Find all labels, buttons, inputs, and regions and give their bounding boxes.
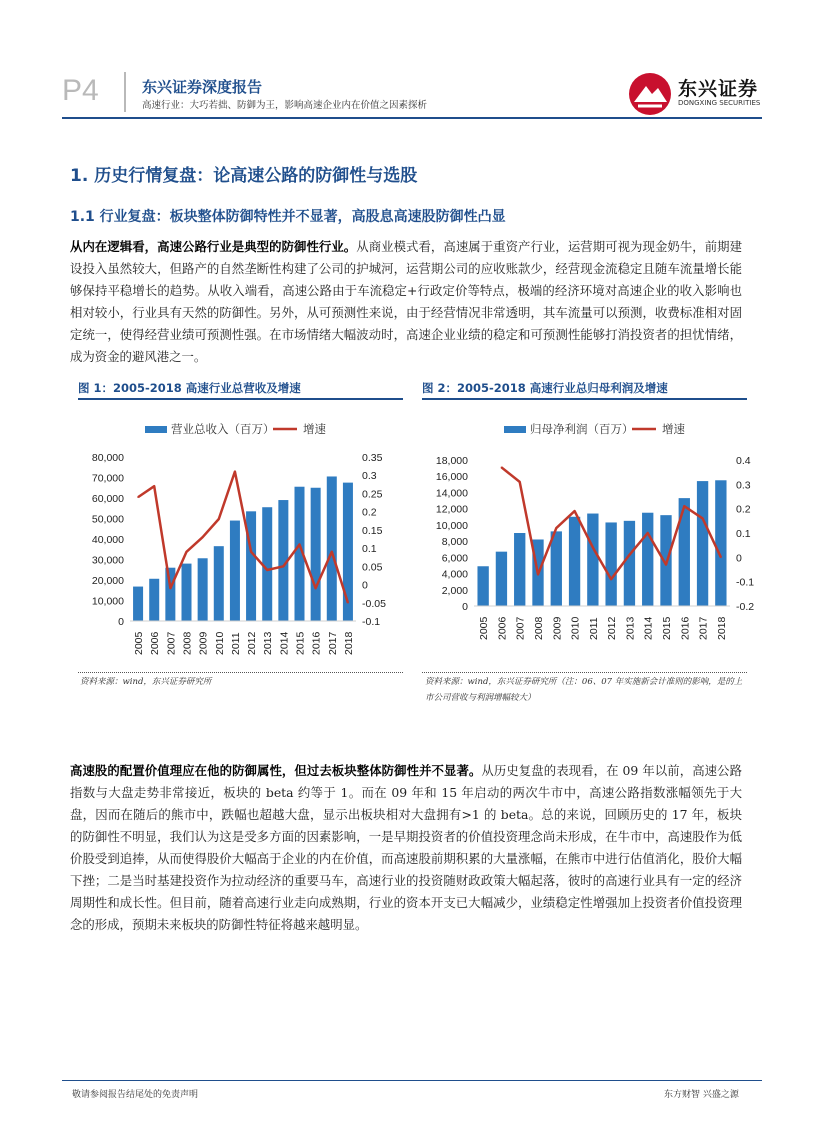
x-tick-label: 2015 <box>294 631 307 655</box>
bar <box>262 507 272 621</box>
bar <box>149 579 159 621</box>
report-title: 东兴证券深度报告 <box>142 78 263 96</box>
growth-point <box>629 554 631 556</box>
x-tick-label: 2013 <box>262 631 275 655</box>
x-tick-label: 2016 <box>310 631 323 655</box>
paragraph-1-lead: 从内在逻辑看，高速公路行业是典型的防御性行业。 <box>70 239 357 254</box>
growth-point <box>218 518 220 520</box>
x-tick-label: 2006 <box>496 616 509 640</box>
y-left-tick-label: 0 <box>118 616 124 628</box>
company-logo <box>628 72 761 116</box>
growth-point <box>283 566 285 568</box>
paragraph-2-body: 从历史复盘的表现看，在 09 年以前，高速公路指数与大盘走势非常接近，板块的 beta 约等于 1。而在 09 年和 15 年启动的两次牛市中，高速公路指数涨幅领先于大盘，因而在随后的熊市中，跌幅也超越大盘，显示出板块相对大盘拥有>1 的 beta。总的来说，回顾历史的 17 年，板块的防御性不明显，我们认为这是受多方面的因素影响，一是早期投资者的价值投资理念尚未形成，在牛市中，高速股作为低价股受到追捧，从而使得股价大幅高于企业的内在价值，而高速股前期积累的大量涨幅，在熊市中进行估值消化，股价大幅下挫；二是当时基建投资作为拉动经济的重要马车，高速行业的投资随财政政策大幅起落，彼时的高速行业具有一定的经济周期性和成长性。但目前，随着高速行业走向成熟期，行业的资本开支已大幅减少，业绩稳定性增强加上投资者价值投资理念的形成，预期未来板块的防御性特征将越来越明显。 <box>70 763 742 932</box>
y-right-tick-label: 0.3 <box>362 470 377 483</box>
growth-point <box>299 544 301 546</box>
y-left-tick-label: 16,000 <box>435 471 468 484</box>
bar <box>230 521 240 621</box>
growth-point <box>331 551 333 553</box>
y-left-tick-label: 70,000 <box>91 472 124 485</box>
x-tick-label: 2005 <box>478 616 491 640</box>
paragraph-1 <box>70 236 742 368</box>
growth-point <box>702 518 704 520</box>
x-tick-label: 2014 <box>278 631 291 655</box>
page-number: P4 <box>62 74 99 107</box>
paragraph-1-body: 从商业模式看，高速属于重资产行业，运营期可视为现金奶牛，前期建设投入虽然较大，但路产的自然垄断性构建了公司的护城河，运营期公司的应收账款少，经营现金流稳定且随车流量增长能够保持平稳增长的趋势。从收入端看，高速公路由于车流稳定+行政定价等特点，极端的经济环境对高速企业的收入影响也相对较小，行业具有天然的防御性。另外，从可预测性来说，由于经营情况非常透明，其车流量可以预测，收费标准相对固定统一，使得经营业绩可预测性强。在市场情绪大幅波动时，高速企业业绩的稳定和可预测性能够打消投资者的担忧情绪，成为资金的避风港之一。 <box>70 239 743 364</box>
legend-bar-label: 营业总收入（百万） <box>171 424 275 436</box>
y-left-tick-label: 80,000 <box>91 452 124 464</box>
x-tick-label: 2017 <box>326 631 339 655</box>
subsection-title: 1.1 行业复盘：板块整体防御特性并不显著，高股息高速股防御性凸显 <box>70 209 506 225</box>
bar <box>198 558 208 621</box>
x-tick-label: 2018 <box>342 631 355 655</box>
y-right-tick-label: -0.1 <box>736 576 755 589</box>
y-right-tick-label: 0 <box>736 552 742 565</box>
y-left-tick-label: 6,000 <box>441 552 468 565</box>
y-left-tick-label: 12,000 <box>435 503 468 516</box>
y-left-tick-label: 60,000 <box>91 493 124 505</box>
bar <box>679 498 690 606</box>
growth-point <box>266 569 268 571</box>
y-left-tick-label: 20,000 <box>91 575 124 587</box>
bar <box>514 533 525 606</box>
growth-point <box>720 557 722 559</box>
logo-name-cn: 东兴证券 <box>678 78 759 100</box>
y-left-tick-label: 4,000 <box>441 568 468 581</box>
growth-point <box>665 564 667 566</box>
growth-point <box>250 551 252 553</box>
bar <box>587 514 598 606</box>
bar <box>477 566 488 606</box>
bar <box>605 522 616 606</box>
x-tick-label: 2011 <box>229 632 242 655</box>
y-right-tick-label: 0.2 <box>362 506 377 519</box>
legend-line-label: 增速 <box>662 424 685 436</box>
growth-point <box>683 505 685 507</box>
growth-point <box>501 467 503 469</box>
x-tick-label: 2009 <box>551 616 564 640</box>
x-tick-label: 2007 <box>514 616 527 640</box>
growth-point <box>347 602 349 604</box>
y-right-tick-label: 0.4 <box>736 455 751 467</box>
y-right-tick-label: 0.3 <box>736 479 751 492</box>
x-tick-label: 2017 <box>697 616 710 640</box>
growth-point <box>202 536 204 538</box>
growth-point <box>574 510 576 512</box>
x-tick-label: 2007 <box>165 631 178 655</box>
y-left-tick-label: 2,000 <box>441 584 468 597</box>
growth-point <box>519 481 521 483</box>
logo-icon <box>628 72 672 116</box>
y-right-tick-label: 0 <box>362 579 368 592</box>
x-tick-label: 2010 <box>213 631 226 655</box>
y-left-tick-label: 40,000 <box>91 534 124 546</box>
growth-point <box>137 496 139 498</box>
figure-1-title-rule <box>78 398 403 400</box>
legend-bar-label: 归母净利润（百万） <box>530 424 634 436</box>
chart-1 <box>78 410 403 668</box>
y-left-tick-label: 8,000 <box>441 536 468 549</box>
x-tick-label: 2009 <box>197 631 210 655</box>
bar <box>624 521 635 606</box>
x-tick-label: 2018 <box>715 616 728 640</box>
y-right-tick-label: 0.2 <box>736 503 751 516</box>
x-tick-label: 2011 <box>587 617 600 640</box>
footer-rule <box>62 1080 762 1081</box>
x-tick-label: 2012 <box>246 631 259 655</box>
bar <box>697 481 708 606</box>
y-left-tick-label: 30,000 <box>91 554 124 567</box>
x-tick-label: 2005 <box>133 631 146 655</box>
growth-point <box>170 587 172 589</box>
header-divider <box>124 72 126 112</box>
figure-2-title: 图 2：2005-2018 高速行业总归母利润及增速 <box>422 381 668 395</box>
report-subtitle: 高速行业：大巧若拙、防御为王，影响高速企业内在价值之因素探析 <box>142 100 428 111</box>
legend-line-label: 增速 <box>303 424 326 436</box>
bar <box>311 488 321 621</box>
bar <box>569 517 580 606</box>
header-rule <box>62 117 762 119</box>
bar <box>715 480 726 606</box>
chart-2 <box>422 410 755 668</box>
growth-point <box>555 527 557 529</box>
figure-1-title: 图 1：2005-2018 高速行业总营收及增速 <box>78 381 301 395</box>
y-right-tick-label: 0.05 <box>362 561 383 574</box>
paragraph-2-lead: 高速股的配置价值理应在他的防御属性，但过去板块整体防御性并不显著。 <box>70 763 482 778</box>
x-tick-label: 2015 <box>661 616 673 640</box>
growth-point <box>234 471 236 473</box>
x-tick-label: 2008 <box>533 616 545 640</box>
x-tick-label: 2014 <box>642 616 655 640</box>
x-tick-label: 2010 <box>569 616 582 640</box>
growth-point <box>647 532 649 534</box>
bar <box>327 476 337 621</box>
y-left-tick-label: 18,000 <box>435 455 468 467</box>
y-right-tick-label: 0.35 <box>362 452 383 464</box>
x-tick-label: 2006 <box>149 631 162 655</box>
y-right-tick-label: 0.25 <box>362 488 383 501</box>
y-left-tick-label: 10,000 <box>435 519 468 532</box>
legend-bar-swatch <box>145 426 167 433</box>
y-right-tick-label: -0.1 <box>362 616 381 628</box>
bar <box>133 587 143 621</box>
growth-point <box>537 574 539 576</box>
legend-bar-swatch <box>504 426 526 433</box>
x-tick-label: 2013 <box>624 616 637 640</box>
bar <box>246 511 256 621</box>
y-right-tick-label: -0.05 <box>362 597 386 610</box>
bar <box>496 552 507 606</box>
bar <box>642 513 653 606</box>
section-title: 1. 历史行情复盘：论高速公路的防御性与选股 <box>70 166 418 186</box>
paragraph-2 <box>70 760 742 936</box>
growth-point <box>610 578 612 580</box>
bar <box>165 568 175 621</box>
y-right-tick-label: 0.15 <box>362 524 383 537</box>
figure-2-title-rule <box>422 398 747 400</box>
growth-point <box>315 587 317 589</box>
bar <box>551 531 562 606</box>
y-right-tick-label: 0.1 <box>736 528 751 540</box>
x-tick-label: 2008 <box>181 631 194 655</box>
figure-2-source: 资料来源：wind，东兴证券研究所（注：06、07 年实施新会计准则的影响，是的上市公司营收与利润增幅较大） <box>425 677 743 703</box>
figure-1-source: 资料来源：wind，东兴证券研究所 <box>80 677 212 687</box>
y-left-tick-label: 14,000 <box>435 487 468 500</box>
y-right-tick-label: 0.1 <box>362 543 377 556</box>
footer-slogan: 东方财智 兴盛之源 <box>664 1090 739 1100</box>
footer-disclaimer: 敬请参阅报告结尾处的免责声明 <box>72 1090 199 1100</box>
bar <box>214 546 224 621</box>
bar <box>181 564 191 621</box>
y-left-tick-label: 0 <box>462 601 468 613</box>
figure-2-source-rule <box>422 672 747 673</box>
growth-point <box>592 547 594 549</box>
figure-1-source-rule <box>78 672 403 673</box>
logo-name-en: DONGXING SECURITIES <box>678 99 761 107</box>
y-left-tick-label: 50,000 <box>91 513 124 526</box>
y-right-tick-label: -0.2 <box>736 601 755 613</box>
y-left-tick-label: 10,000 <box>91 595 124 608</box>
growth-point <box>153 485 155 487</box>
growth-point <box>186 551 188 553</box>
x-tick-label: 2012 <box>606 616 619 640</box>
x-tick-label: 2016 <box>679 616 692 640</box>
